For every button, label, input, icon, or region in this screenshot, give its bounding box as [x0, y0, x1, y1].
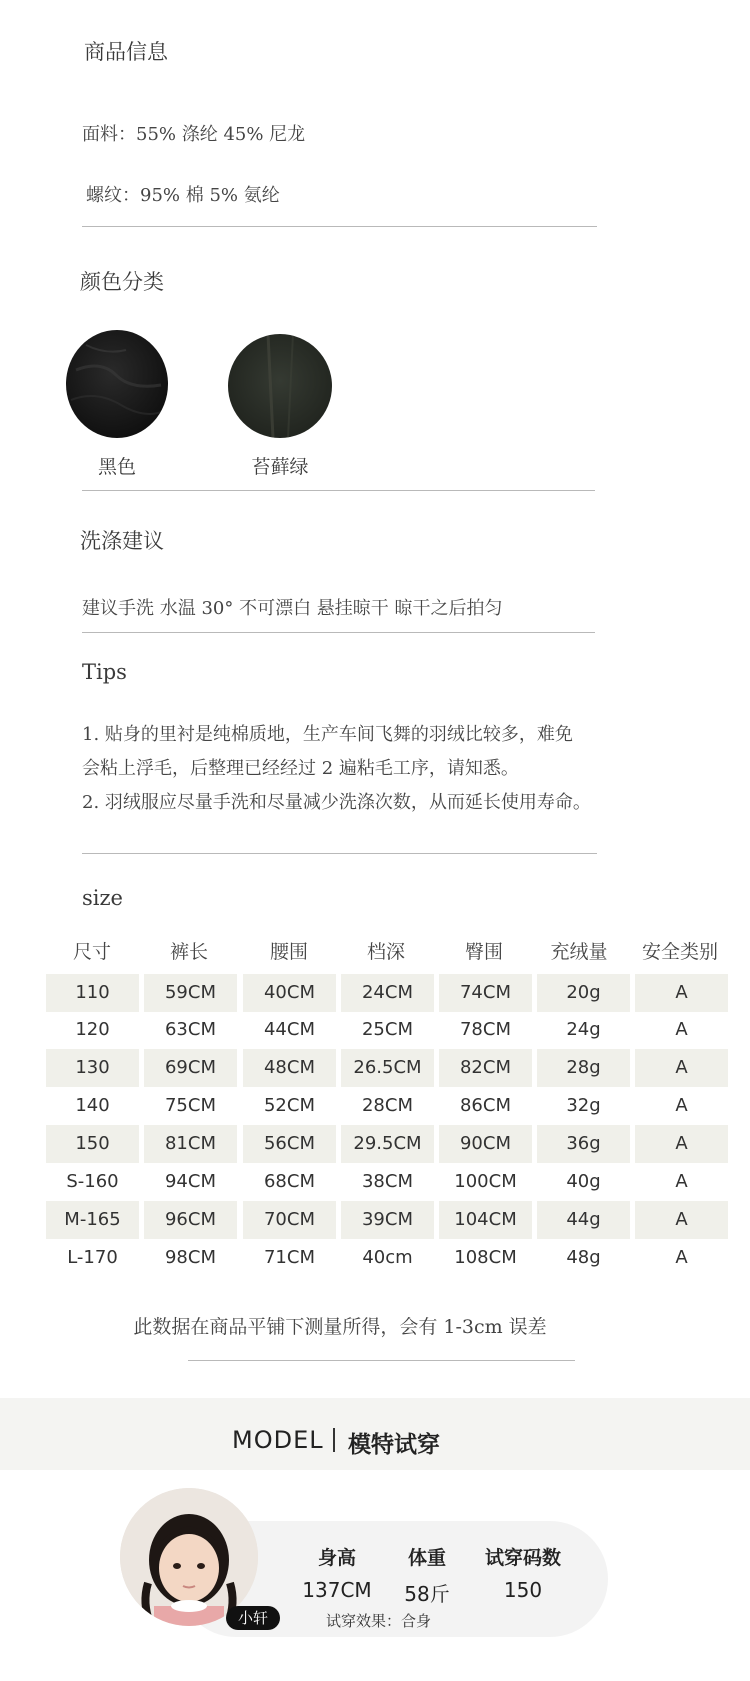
header-hip: 臀围: [464, 941, 503, 963]
model-trial-size-label: 试穿码数: [484, 1547, 561, 1569]
header-pants-length: 裤长: [169, 941, 208, 963]
table-cell: 63CM: [164, 1019, 216, 1040]
table-cell: A: [635, 1049, 728, 1087]
tips-line-1: 1. 贴身的里衬是纯棉质地，生产车间飞舞的羽绒比较多，难免: [82, 724, 573, 745]
color-swatch-black[interactable]: [66, 330, 168, 438]
model-weight-label: 体重: [407, 1547, 446, 1569]
table-row: [46, 1239, 728, 1277]
table-row: [46, 1163, 728, 1201]
table-cell: 39CM: [341, 1201, 434, 1239]
table-row: [46, 1087, 728, 1125]
table-cell: 48g: [566, 1247, 601, 1268]
divider: [82, 490, 595, 491]
table-cell: 86CM: [459, 1095, 511, 1116]
table-cell: 81CM: [144, 1125, 237, 1163]
table-row: [46, 1049, 728, 1087]
table-cell: 44g: [537, 1201, 630, 1239]
table-cell: 56CM: [243, 1125, 336, 1163]
model-title-cn: 模特试穿: [348, 1432, 440, 1458]
table-cell: 26.5CM: [341, 1049, 434, 1087]
table-cell: 25CM: [361, 1019, 413, 1040]
table-cell: 40g: [566, 1171, 601, 1192]
size-title: size: [82, 886, 123, 910]
table-cell: 70CM: [243, 1201, 336, 1239]
table-cell: 59CM: [144, 974, 237, 1012]
table-cell: 24CM: [341, 974, 434, 1012]
model-height-value: 137CM: [302, 1578, 372, 1602]
color-title: 颜色分类: [80, 270, 164, 294]
table-cell: 28g: [537, 1049, 630, 1087]
table-cell: 78CM: [459, 1019, 511, 1040]
table-cell: 24g: [566, 1019, 601, 1040]
table-cell: 120: [75, 1019, 110, 1040]
table-cell: 104CM: [439, 1201, 532, 1239]
table-cell: A: [675, 1247, 688, 1268]
model-height-label: 身高: [317, 1547, 356, 1569]
table-cell: 28CM: [361, 1095, 413, 1116]
table-cell: 52CM: [263, 1095, 315, 1116]
table-cell: A: [675, 1095, 688, 1116]
rib-info: 螺纹：95% 棉 5% 氨纶: [86, 185, 280, 206]
table-cell: 100CM: [454, 1171, 517, 1192]
size-table-header: [46, 937, 728, 965]
table-cell: A: [635, 1125, 728, 1163]
table-cell: 32g: [566, 1095, 601, 1116]
table-cell: 48CM: [243, 1049, 336, 1087]
table-cell: A: [675, 1171, 688, 1192]
header-size: 尺寸: [72, 941, 111, 963]
model-name-tag: 小轩: [226, 1606, 280, 1630]
header-safety-class: 安全类别: [641, 941, 718, 963]
fabric-info: 面料：55% 涤纶 45% 尼龙: [82, 124, 306, 145]
table-cell: 38CM: [361, 1171, 413, 1192]
model-title-en: MODEL: [232, 1426, 324, 1454]
table-cell: 69CM: [144, 1049, 237, 1087]
table-cell: 44CM: [263, 1019, 315, 1040]
black-fabric-swatch-icon: [66, 330, 168, 438]
product-info-title: 商品信息: [84, 40, 168, 64]
table-cell: 36g: [537, 1125, 630, 1163]
table-row: [46, 1011, 728, 1049]
color-label-moss-green: 苔藓绿: [251, 456, 309, 478]
model-weight-value: 58斤: [404, 1582, 450, 1606]
divider: [82, 226, 597, 227]
table-cell: 68CM: [263, 1171, 315, 1192]
moss-green-fabric-swatch-icon: [228, 334, 332, 438]
table-cell: 40cm: [362, 1247, 413, 1268]
tips-title: Tips: [82, 660, 127, 684]
table-cell: 29.5CM: [341, 1125, 434, 1163]
table-cell: A: [635, 974, 728, 1012]
table-cell: 98CM: [164, 1247, 216, 1268]
color-label-black: 黑色: [97, 456, 136, 478]
table-row: [46, 974, 728, 1012]
tips-line-2: 会粘上浮毛，后整理已经经过 2 遍粘毛工序，请知悉。: [82, 758, 519, 779]
table-cell: 74CM: [439, 974, 532, 1012]
table-cell: L-170: [67, 1247, 118, 1268]
table-row: [46, 1125, 728, 1163]
table-cell: 90CM: [439, 1125, 532, 1163]
table-cell: 150: [46, 1125, 139, 1163]
table-cell: 96CM: [144, 1201, 237, 1239]
table-cell: M-165: [46, 1201, 139, 1239]
model-title-separator: [333, 1428, 335, 1452]
table-cell: 140: [75, 1095, 110, 1116]
table-cell: 94CM: [164, 1171, 216, 1192]
divider: [82, 632, 595, 633]
header-rise: 档深: [366, 941, 405, 963]
table-cell: A: [635, 1201, 728, 1239]
divider: [82, 853, 597, 854]
table-cell: 108CM: [454, 1247, 517, 1268]
model-fit-result: 试穿效果：合身: [326, 1612, 432, 1630]
size-note: 此数据在商品平铺下测量所得，会有 1-3cm 误差: [133, 1316, 547, 1338]
table-cell: A: [675, 1019, 688, 1040]
table-cell: 110: [46, 974, 139, 1012]
tips-line-3: 2. 羽绒服应尽量手洗和尽量减少洗涤次数，从而延长使用寿命。: [82, 792, 591, 813]
table-cell: 130: [46, 1049, 139, 1087]
table-cell: 82CM: [439, 1049, 532, 1087]
table-cell: 40CM: [243, 974, 336, 1012]
header-waist: 腰围: [269, 941, 308, 963]
washing-title: 洗涤建议: [80, 529, 164, 553]
model-trial-size-value: 150: [503, 1578, 543, 1602]
divider: [188, 1360, 575, 1361]
header-down-fill: 充绒量: [550, 941, 608, 963]
color-swatch-moss-green[interactable]: [228, 334, 332, 438]
table-cell: 75CM: [164, 1095, 216, 1116]
table-cell: 20g: [537, 974, 630, 1012]
table-cell: S-160: [66, 1171, 119, 1192]
table-row: [46, 1201, 728, 1239]
washing-text: 建议手洗 水温 30° 不可漂白 悬挂晾干 晾干之后拍匀: [82, 598, 503, 619]
table-cell: 71CM: [263, 1247, 315, 1268]
